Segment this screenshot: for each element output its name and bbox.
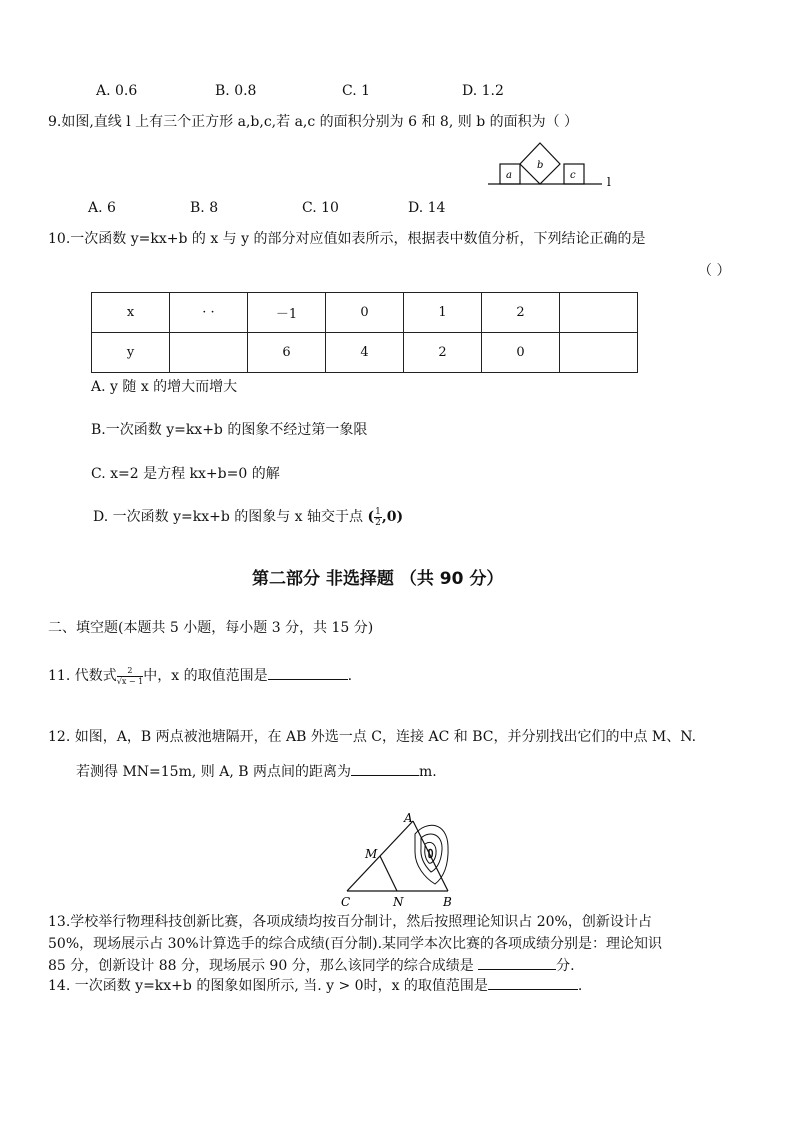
q12-line2: 若测得 MN=15m, 则 A, B 两点间的距离为 m. bbox=[76, 761, 437, 781]
q10-option-b: B.一次函数 y=kx+b 的图象不经过第一象限 bbox=[91, 422, 368, 438]
q11-prefix: 11. 代数式 bbox=[48, 668, 117, 684]
q10-option-d-text: D. 一次函数 y=kx+b 的图象与 x 轴交于点 bbox=[93, 509, 364, 525]
q9-stem: 9.如图,直线 l 上有三个正方形 a,b,c,若 a,c 的面积分别为 6 和 8, 则 b 的面积为（ ） bbox=[48, 114, 579, 130]
table-cell: 4 bbox=[326, 333, 404, 373]
table-cell: x bbox=[92, 293, 170, 333]
q9-option-a: A. 6 bbox=[88, 200, 116, 216]
q9-label-line: l bbox=[607, 175, 611, 189]
q12-label-n: N bbox=[393, 895, 404, 909]
q10-option-d-open: ( bbox=[367, 509, 375, 525]
table-cell bbox=[560, 293, 638, 333]
q13-answer-blank bbox=[478, 955, 556, 970]
q12-line1: 12. 如图，A，B 两点被池塘隔开，在 AB 外选一点 C，连接 AC 和 BC，并分别找出它们的中点 M、N. bbox=[48, 729, 697, 745]
q10-stem: 10.一次函数 y=kx+b 的 x 与 y 的部分对应值如表所示，根据表中数值分析，下列结论正确的是 bbox=[48, 231, 646, 247]
q12-answer-blank bbox=[351, 761, 419, 776]
q9-option-d: D. 14 bbox=[408, 200, 446, 216]
q12-label-c: C bbox=[341, 895, 351, 909]
table-cell: y bbox=[92, 333, 170, 373]
q9-label-c: c bbox=[570, 170, 576, 181]
q10-option-a: A. y 随 x 的增大而增大 bbox=[91, 379, 238, 395]
q14-answer-blank bbox=[488, 975, 578, 990]
table-cell: 6 bbox=[248, 333, 326, 373]
q9-option-c: C. 10 bbox=[302, 200, 339, 216]
table-row-x bbox=[92, 293, 638, 333]
q12-label-b: B bbox=[443, 895, 452, 909]
q12-label-a: A bbox=[404, 811, 413, 825]
table-cell: · · bbox=[170, 293, 248, 333]
q8-option-d: D. 1.2 bbox=[462, 83, 504, 99]
q8-option-a: A. 0.6 bbox=[96, 83, 138, 99]
q10-option-d-fraction: $\frac{1}{2}$ bbox=[375, 506, 381, 528]
q13-line1: 13.学校举行物理科技创新比赛，各项成绩均按百分制计，然后按照理论知识占 20%，创新设计占 bbox=[48, 914, 652, 930]
q12-figure bbox=[335, 808, 470, 910]
q10-option-d bbox=[93, 506, 403, 528]
table-cell: 2 bbox=[404, 333, 482, 373]
q11-suffix: 中，x 的取值范围是 bbox=[143, 668, 268, 684]
q9-label-b: b bbox=[537, 160, 544, 171]
table-cell: 2 bbox=[482, 293, 560, 333]
q11-answer-blank bbox=[268, 665, 348, 680]
q8-option-b: B. 0.8 bbox=[215, 83, 257, 99]
q10-value-table bbox=[91, 292, 638, 373]
q9-label-a: a bbox=[506, 170, 512, 181]
table-cell: 1 bbox=[404, 293, 482, 333]
table-cell bbox=[560, 333, 638, 373]
table-cell: －1 bbox=[248, 293, 326, 333]
q13-line3: 85 分，创新设计 88 分，现场展示 90 分，那么该同学的综合成绩是 分. bbox=[48, 955, 575, 975]
q10-option-d-rest: ,0) bbox=[381, 509, 404, 525]
q13-line2: 50%，现场展示占 30%计算选手的综合成绩(百分制).某同学本次比赛的各项成绩分别是：理论知识 bbox=[48, 936, 663, 952]
q8-option-c: C. 1 bbox=[342, 83, 371, 99]
q10-option-c: C. x=2 是方程 kx+b=0 的解 bbox=[91, 466, 280, 482]
part2-title: 第二部分 非选择题 （共 90 分） bbox=[252, 569, 504, 589]
q11-fraction: $\frac{2}{√x - 1}$ bbox=[116, 665, 144, 686]
q9-figure bbox=[484, 140, 624, 192]
q9-option-b: B. 8 bbox=[190, 200, 219, 216]
table-row-y bbox=[92, 333, 638, 373]
q12-label-m: M bbox=[365, 847, 378, 861]
table-cell bbox=[170, 333, 248, 373]
q14: 14. 一次函数 y=kx+b 的图象如图所示, 当. y > 0时，x 的取值范围是 . bbox=[48, 975, 582, 995]
q11: 11. 代数式 $\frac{2}{√x - 1}$ 中，x 的取值范围是 . bbox=[48, 665, 353, 686]
q10-bracket: （ ） bbox=[698, 263, 731, 279]
table-cell: 0 bbox=[326, 293, 404, 333]
table-cell: 0 bbox=[482, 333, 560, 373]
section-fill-in-heading: 二、填空题(本题共 5 小题，每小题 3 分，共 15 分) bbox=[48, 620, 374, 636]
